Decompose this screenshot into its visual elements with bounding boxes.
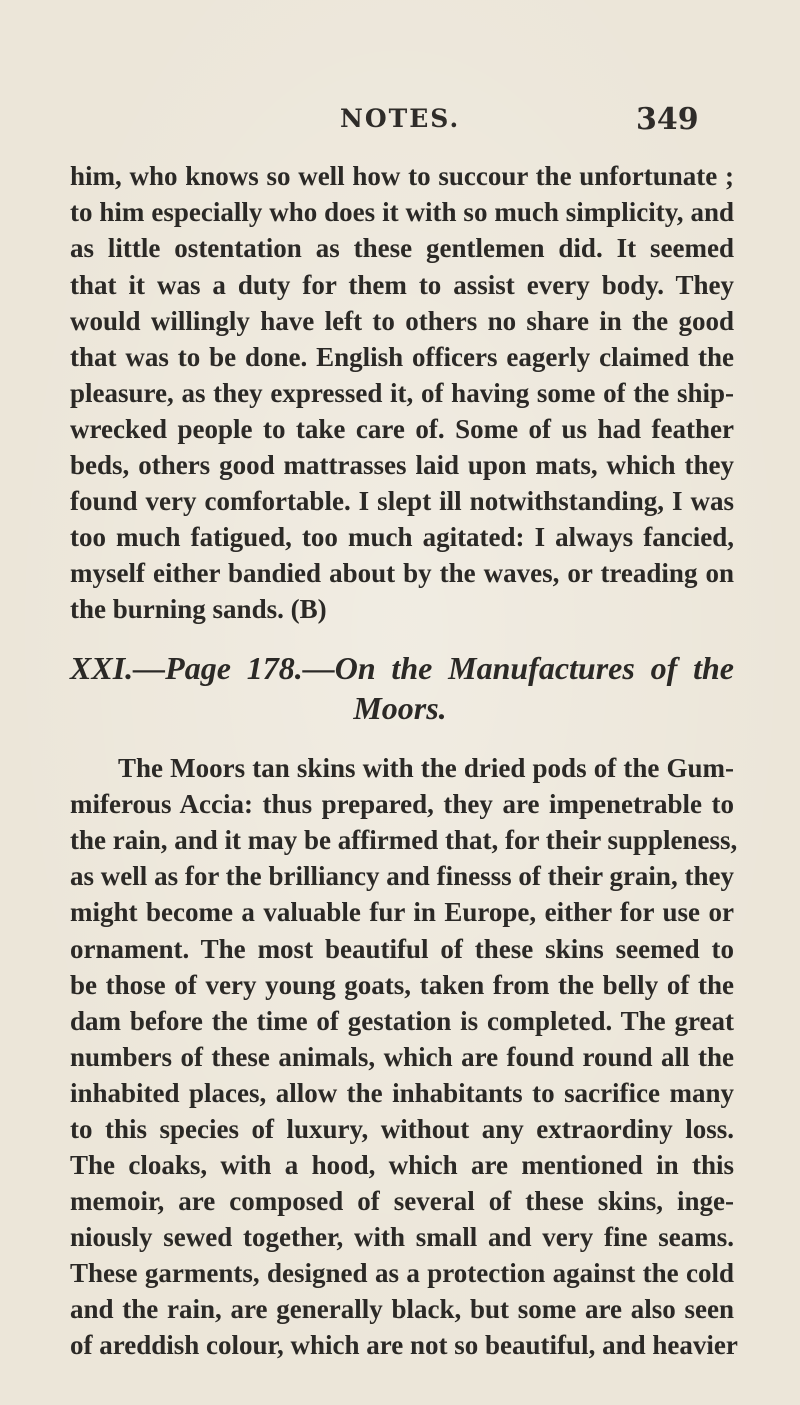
text-line: numbers of these animals, which are found round all the xyxy=(70,1042,734,1072)
text-line: him, who knows so well how to succour the unfortunate ; xyxy=(70,161,734,191)
text-line: These garments, designed as a protection against the cold xyxy=(70,1258,734,1288)
page-header xyxy=(0,100,800,140)
text-line: to him especially who does it with so much simplicity, and xyxy=(70,197,734,227)
text-line: The cloaks, with a hood, which are mentioned in this xyxy=(70,1150,734,1180)
text-line: and the rain, are generally black, but some are also seen xyxy=(70,1294,734,1324)
text-line: that it was a duty for them to assist every body. They xyxy=(70,270,734,300)
text-line: inhabited places, allow the inhabitants to sacrifice many xyxy=(70,1078,734,1108)
text-line: that was to be done. English officers eagerly claimed the xyxy=(70,342,734,372)
text-line: too much fatigued, too much agitated: I always fancied, xyxy=(70,522,734,552)
text-line: dam before the time of gestation is completed. The great xyxy=(70,1006,734,1036)
text-line: might become a valuable fur in Europe, either for use or xyxy=(70,897,734,927)
text-line: miferous Accia: thus prepared, they are impenetrable to xyxy=(70,789,734,819)
page-number: 349 xyxy=(636,102,699,137)
text-line: niously sewed together, with small and very fine seams. xyxy=(70,1222,734,1252)
text-line: found very comfortable. I slept ill notwithstanding, I was xyxy=(70,486,734,516)
text-line: as little ostentation as these gentlemen did. It seemed xyxy=(70,233,734,263)
text-line: the burning sands. (B) xyxy=(70,594,327,624)
section-heading-continuation: Moors. xyxy=(353,690,447,726)
text-line: beds, others good mattrasses laid upon mats, which they xyxy=(70,450,734,480)
text-line: be those of very young goats, taken from the belly of the xyxy=(70,970,734,1000)
text-line: as well as for the brilliancy and finesss of their grain, they xyxy=(70,861,734,891)
text-line: would willingly have left to others no share in the good xyxy=(70,306,734,336)
section-heading: XXI.—Page 178.—On the Manufactures of the xyxy=(70,650,734,686)
text-line: to this species of luxury, without any extraordiny loss. xyxy=(70,1114,734,1144)
text-line: the rain, and it may be affirmed that, for their suppleness, xyxy=(70,825,738,855)
text-line: pleasure, as they expressed it, of having some of the ship- xyxy=(70,378,734,408)
running-head: NOTES. xyxy=(340,104,461,133)
text-line: The Moors tan skins with the dried pods of the Gum- xyxy=(118,753,734,783)
text-line: ornament. The most beautiful of these skins seemed to xyxy=(70,934,734,964)
text-line: myself either bandied about by the waves, or treading on xyxy=(70,558,734,588)
text-line: wrecked people to take care of. Some of us had feather xyxy=(70,414,734,444)
text-line: memoir, are composed of several of these skins, inge- xyxy=(70,1186,734,1216)
text-line: of areddish colour, which are not so beautiful, and heavier xyxy=(70,1330,738,1360)
